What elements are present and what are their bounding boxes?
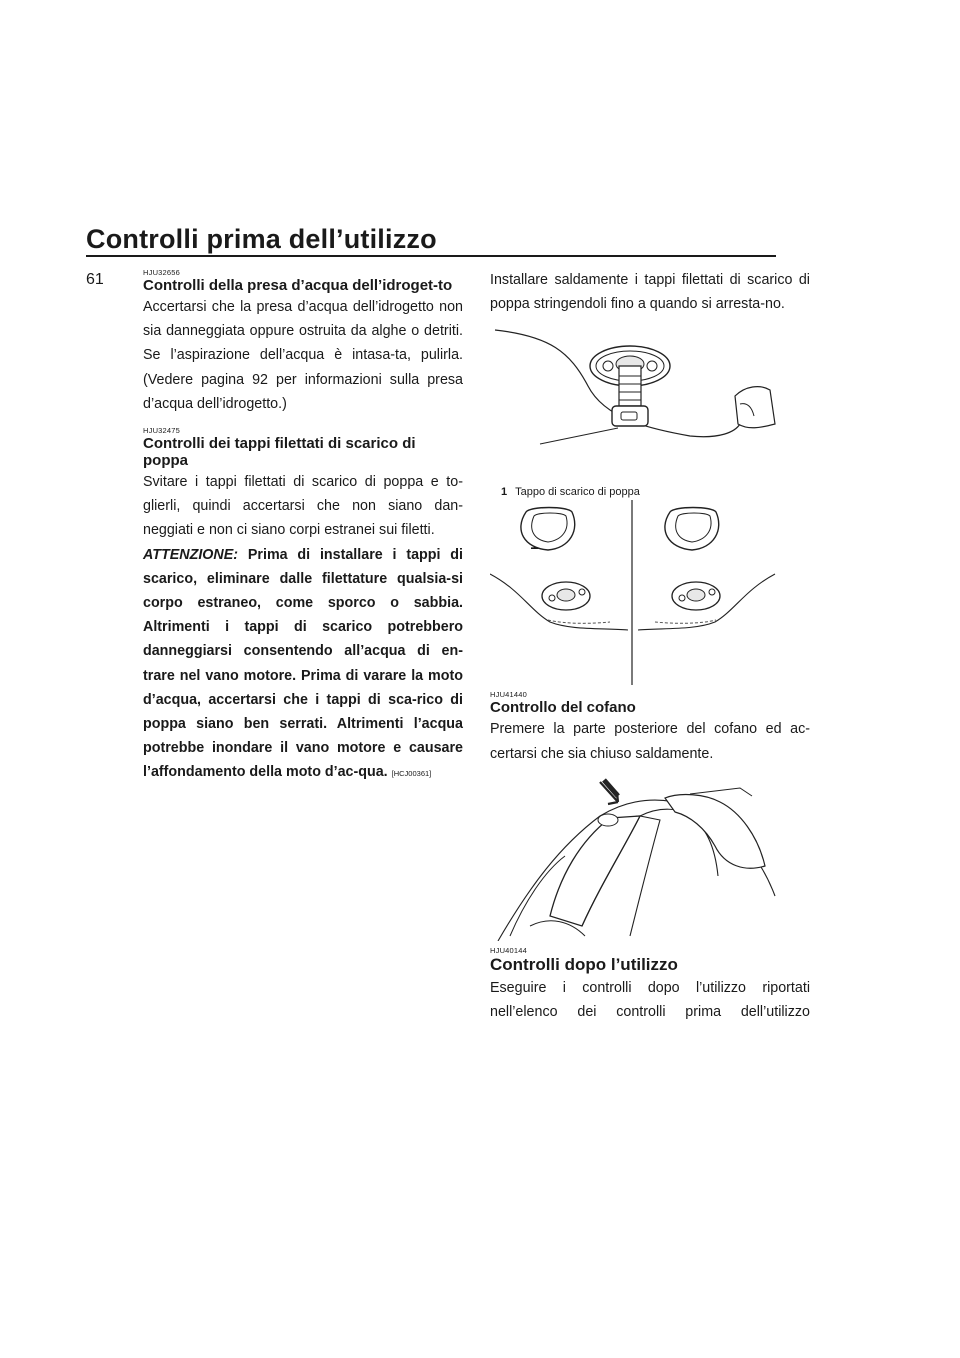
right-column [490,268,810,1034]
warning-code: [HCJ00361] [391,769,432,779]
section-title: Controlli dei tappi filettati di scarico di poppa [143,435,416,470]
left-column [143,268,463,797]
page-number: 61 [86,271,104,288]
warning-text: Prima di installare i tappi di scarico, eliminare dalle filettature qualsia-si corpo estraneo, come sporco o sabbia. Altrimenti i tappi di scarico potrebbero danneggiarsi consentendo all’acqua di en-trare nel vano motore. Prima di varare la moto d’acqua, accertarsi che i tappi di sca-rico di poppa siano ben serrati. Altrimenti l’acqua potrebbe inondare il vano motore e causare l’affondamento della moto d’ac-qua. [143,546,463,781]
section-intake [143,268,463,416]
section-title: Controlli dopo l’utilizzo [490,954,678,974]
header-rule [86,255,776,257]
section-body: Accertarsi che la presa d’acqua dell’idrogetto non sia danneggiata oppure ostruita da alghe o detriti. Se l’aspirazione dell’acqua è intasa-ta, pulirla. (Vedere pagina 92 per informazioni sulla presa d’acqua dell’idrogetto.) [143,299,463,412]
section-title: Controllo del cofano [490,699,636,717]
cover-illustration [490,776,780,941]
page-title: Controlli prima dell’utilizzo [86,224,437,254]
section-code: HJU32656 [143,268,181,277]
warning-block [143,543,463,787]
section-body: Eseguire i controlli dopo l’utilizzo riportati nell’elenco dei controlli prima dell’utilizzo [490,979,810,1021]
caption-number: 1 [501,486,508,499]
section-cover [490,690,810,765]
warning-label: ATTENZIONE: [143,546,239,563]
section-code: HJU41440 [490,690,528,700]
section-plugs [143,426,463,787]
section-title: Controlli della presa d’acqua dell’idroget-to [143,277,453,294]
figure-drain-plug [490,324,810,500]
section-code: HJU32475 [143,426,181,436]
caption-text: Tappo di scarico di poppa [515,486,640,499]
drain-plug-illustration [490,324,780,484]
section-code: HJU40144 [490,945,528,955]
handles-illustration [490,500,780,685]
install-text: Installare saldamente i tappi filettati di scarico di poppa stringendoli fino a quando si arresta-no. [490,272,810,313]
section-body: Svitare i tappi filettati di scarico di poppa e to-glierli, quindi accertarsi che non siano dan-neggiati e non ci siano corpi estranei sui filetti. [143,474,463,539]
figure-caption [501,486,810,498]
page-header [86,222,776,256]
section-body: Premere la parte posteriore del cofano ed ac-certarsi che sia chiuso saldamente. [490,721,810,762]
figure-handles [490,500,810,690]
figure-cover [490,776,810,946]
section-after [490,946,810,1024]
